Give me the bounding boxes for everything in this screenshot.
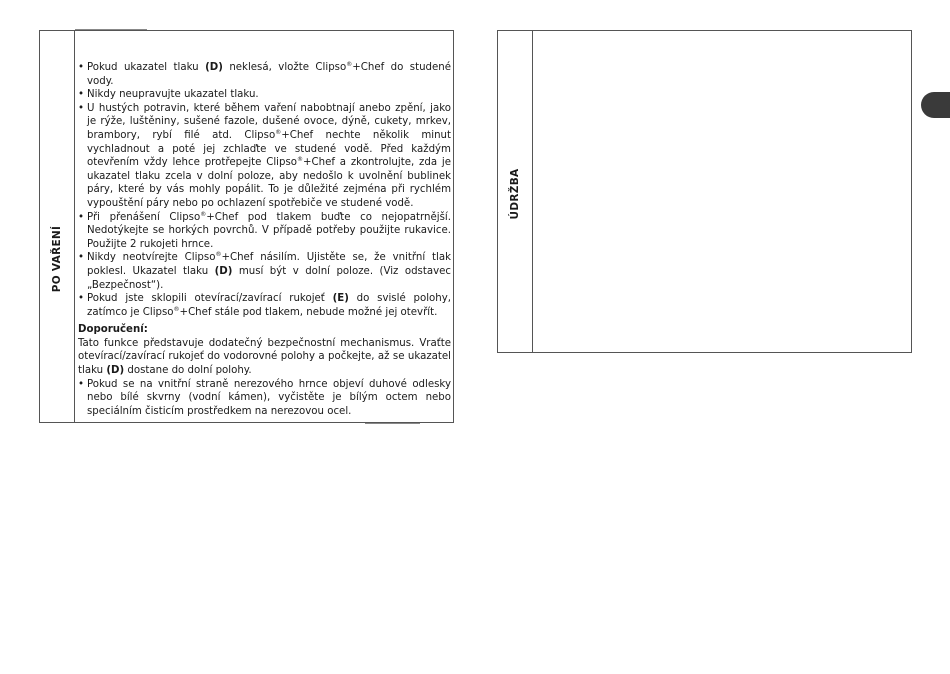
maintenance-side-column	[498, 31, 533, 352]
list-item	[78, 102, 451, 211]
text-run: +Chef do studené vody.	[87, 62, 451, 87]
registered-mark: ®	[173, 305, 180, 313]
maintenance-section	[497, 30, 912, 353]
after-cooking-content	[78, 61, 451, 418]
part-reference: (D)	[214, 265, 233, 277]
text-run: Nikdy neotvírejte Clipso	[87, 252, 216, 264]
recommendation-text	[78, 337, 451, 378]
text-run: musí být v dolní poloze. (Viz odstavec „Bezpečnost“).	[87, 265, 451, 291]
after-cooking-side-column	[40, 31, 75, 422]
text-run: +Chef a zkontrolujte, zda je ukazatel tlaku zcela v dolní poloze, aby nedošlo k uvolnění bublinek páry, které by vás mohly popálit. To je důležité zejména při rychlém vypouštění páry nebo po ochlazení spotřebiče ve studené vodě.	[87, 157, 451, 209]
text-run: do svislé polohy, zatímco je Clipso	[87, 293, 451, 318]
recommendation-bullet-list	[78, 378, 451, 419]
text-run: Tato funkce představuje dodatečný bezpečnostní mechanismus. Vraťte otevírací/zavírací rukojeť do vodorovné polohy a počkejte, až se ukazatel tlaku	[78, 337, 451, 377]
list-item	[78, 88, 451, 102]
registered-mark: ®	[346, 61, 353, 68]
text-run: +Chef nechte několik minut vychladnout a poté jej zchlaďte ve studené vodě. Před každým otevřením vždy lehce protřepejte Clipso	[87, 129, 451, 169]
recommendation-title: Doporučení:	[78, 324, 148, 336]
text-run: neklesá, vložte Clipso	[222, 62, 347, 73]
list-item	[78, 292, 451, 319]
after-cooking-section-label: PO VAŘENÍ	[51, 225, 63, 293]
text-run: U hustých potravin, které během vaření nabobtnají anebo zpění, jako je rýže, luštěniny, sušené fazole, dušené ovoce, dýně, cukety, mrkev, brambory, rybí filé atd. Clipso	[87, 102, 451, 141]
list-item	[78, 251, 451, 292]
registered-mark: ®	[200, 210, 207, 218]
part-reference: (D)	[106, 365, 125, 377]
text-run: +Chef násilím. Ujistěte se, že vnitřní tlak poklesl. Ukazatel tlaku	[87, 252, 451, 277]
text-run: dostane do dolní polohy.	[124, 365, 252, 377]
list-item	[78, 211, 451, 252]
text-run: Pokud jste sklopili otevírací/zavírací rukojeť	[87, 293, 333, 305]
text-run: Pokud se na vnitřní straně nerezového hrnce objeví duhové odlesky nebo bílé skvrny (vodní kámen), vyčistěte je bílým octem nebo speciálním čisticím prostředkem na nerezovou ocel.	[87, 378, 451, 417]
part-reference: (D)	[205, 62, 223, 73]
part-reference: (E)	[332, 293, 349, 305]
text-run: Pokud ukazatel tlaku	[87, 62, 206, 73]
list-item	[78, 61, 451, 88]
crop-mark-left-bottom	[365, 423, 420, 424]
registered-mark: ®	[275, 128, 282, 136]
maintenance-section-label: ÚDRŽBA	[509, 168, 521, 220]
text-run: Nikdy neupravujte ukazatel tlaku.	[87, 89, 259, 101]
text-run: Při přenášení Clipso	[87, 211, 201, 223]
after-cooking-section	[39, 30, 454, 423]
language-tab-marker	[921, 92, 950, 118]
list-item	[78, 378, 451, 419]
after-cooking-bullet-list	[78, 61, 451, 319]
text-run: +Chef stále pod tlakem, nebude možné jej otevřít.	[179, 306, 438, 318]
registered-mark: ®	[215, 251, 222, 259]
registered-mark: ®	[297, 156, 304, 164]
text-run: +Chef pod tlakem buďte co nejopatrnější. Nedotýkejte se horkých povrchů. V případě potřeby použijte rukavice. Použijte 2 rukojeti hrnce.	[87, 211, 451, 250]
